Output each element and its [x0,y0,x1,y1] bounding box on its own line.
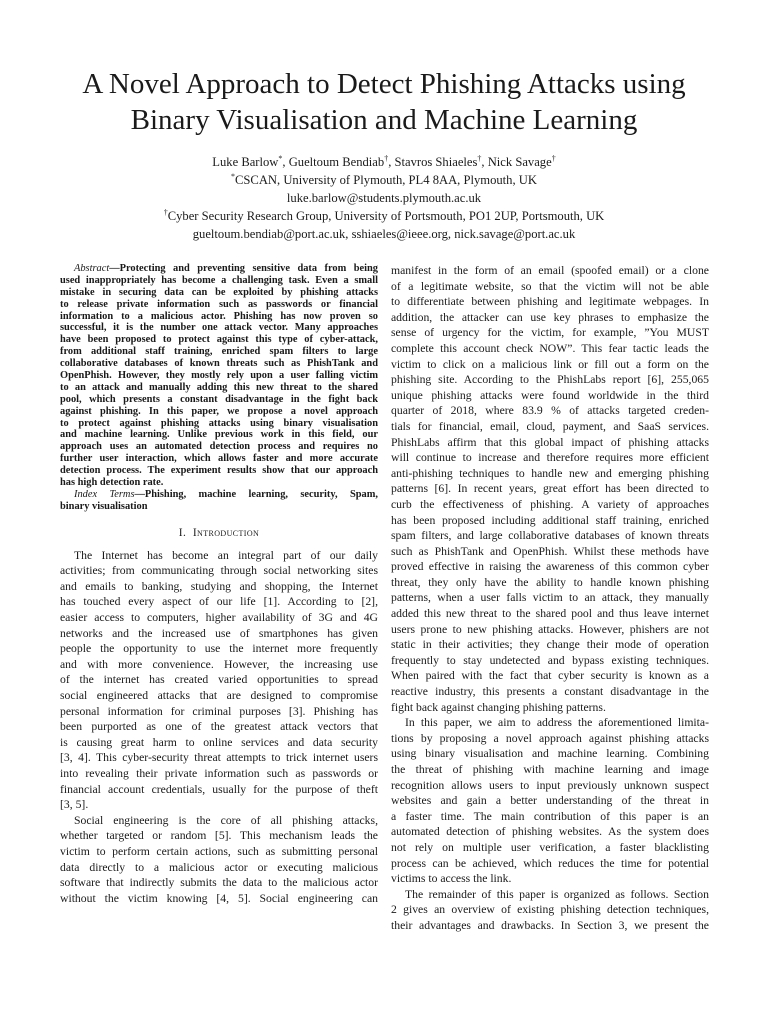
abstract-line [60,263,378,275]
text-line: The remainder of this paper is organized as follows. Section [405,887,709,901]
abstract-line: against phishing. In this paper, we propose a novel approach [60,405,378,417]
text-line: frequently to stay undetected and bypass existing techniques. [391,653,709,667]
text-line: their advantages and drawbacks. In Section 3, we present the [391,918,709,932]
section-heading-introduction: I. Introduction [178,526,260,539]
text-line: The Internet has become an integral part of our daily [74,548,378,562]
email-2: gueltoum.bendiab@port.ac.uk, sshiaeles@ieee.org, nick.savage@port.ac.uk [192,227,576,241]
text-line: phishing site. According to the PhishLabs report [6], 255,065 [391,373,709,387]
text-line: patterns [6]. In recent years, great effort has been directed to [391,482,709,496]
text-line: process can be achieved, which reduces the time for potential [391,856,709,870]
text-line: fight back against changing phishing patterns. [391,700,606,714]
text-line: such as PhishTank and OpenPhish. Whilst these methods have [391,544,709,558]
text-line: networks and the increased use of smartphones has given [60,626,378,640]
text-line: into revealing their private information such as passwords or [60,767,378,781]
abstract-line: pool, which presents a constant disadvantage in the fight back [60,393,378,405]
abstract-line: used inappropriately has become a challenging task. Even a small [60,274,378,286]
text-line: victim to perform certain actions, such as submitting personal [60,844,378,858]
text-line: tials for financial, email, cloud, payment, and SaaS services. [391,419,709,433]
abstract-line: has high detection rate. [60,477,164,489]
text-line: websites and gain a better understanding of the threat in [391,794,709,808]
email-1: luke.barlow@students.plymouth.ac.uk [286,191,482,205]
paper-title [30,66,738,138]
author-block [40,153,728,243]
text-line: to differentiate between phishing and legitimate webpages. In [391,295,709,309]
text-line: has been proposed including additional staff training, enriched [391,513,709,527]
abstract-line: OpenPhish. However, they mostly rely upon a user falling victim [60,370,378,382]
text-line: using binary visualisation and machine learning. Combining [391,747,709,761]
text-line: without the victim knowing [4, 5]. Social engineering can [60,891,378,905]
index-terms-line [60,489,378,501]
intro-paragraph-2 [60,813,378,907]
author-names: Luke Barlow*, Gueltoum Bendiab†, Stavros Shiaeles†, Nick Savage† [212,153,556,169]
text-line: manifest in the form of an email (spoofed email) or a clone [391,264,709,277]
text-line: victims to access the link. [391,872,512,886]
text-line: victim to click on a malicious link or fill out a form on the [391,357,709,371]
abstract-line: detection process. The experiment results show that our approach [60,465,378,477]
text-line: threat, they only have the ability to handle known phishing [391,575,709,589]
text-line: and with more convenience. However, the increasing use [60,657,378,671]
abstract [60,263,378,513]
text-line: users prone to new phishing attacks. However, phishers are not [391,622,709,636]
affiliation-2: †Cyber Security Research Group, University of Portsmouth, PO1 2UP, Portsmouth, UK [163,207,605,223]
text-line: Social engineering is the core of all phishing attacks, [74,813,378,827]
text-line: recognition allows users to input previously unknown suspect [391,778,709,792]
abstract-line: and machine learning. Unlike previous work in this field, our [60,429,378,441]
abstract-line: have been proposed to protect against this type of cyber-attack, [60,334,378,346]
right-paragraph-3 [391,887,709,934]
affiliation-1: *CSCAN, University of Plymouth, PL4 8AA, Plymouth, UK [231,171,537,187]
abstract-line: successful, it is the number one attack vector. Many approaches [60,322,378,334]
abstract-line: further user interaction, which allows faster and more accurate [60,453,378,465]
abstract-line: mistake in securing data can be exploited by phishing attacks [60,286,378,298]
text-line: people the opportunity to use the internet more frequently [60,642,378,656]
text-line: a faster time. The main contribution of this paper is an [391,809,709,823]
text-line: PhishLabs affirm that this global impact of phishing attacks [391,435,709,449]
title-line-2: Binary Visualisation and Machine Learning [130,104,638,136]
text-line: [3, 4]. This cyber-security threat attempts to trick internet users [60,751,378,765]
text-line: complete this account check NOW”. This fear tactic leads the [391,341,709,355]
abstract-line: approach uses an automated detection process and requires no [60,441,378,453]
text-line: patterns, when a user falls victim to an attack, they manually [391,591,709,605]
text-line: and emails to banking, studying and shopping, the Internet [60,579,378,593]
text-line: anti-phishing techniques to handle new and emerging phishing [391,466,709,480]
text-line: added this new threat to the shared pool and thus leave internet [391,607,709,621]
intro-paragraph-1 [60,548,378,813]
text-line: curb the effectiveness of phishing. A variety of approaches [391,497,709,511]
text-line: static in their activities; they change their mode of operation [391,638,709,652]
text-line: sense of urgency for the victim, for example, ”You MUST [391,326,709,340]
text-line: spam filters, and large collaborative databases of known threats [391,529,709,543]
text-line: financial account credentials, usually for the purpose of theft [60,782,378,796]
right-column [391,263,709,934]
index-terms-line: binary visualisation [60,500,148,512]
text-line: of a legitimate website, so that the victim will not be able [391,279,709,293]
text-line: unique phishing attacks were found worldwide in the third [391,388,709,402]
text-line: whether targeted or random [5]. This mechanism leads the [60,829,378,843]
text-line: has touched every aspect of our life [1]. According to [2], [60,595,378,609]
text-line: of the internet has created varied opportunities to spread [60,673,378,687]
index-terms-text: —Phishing, machine learning, security, Spam, [134,488,378,500]
text-line: 2 gives an overview of existing phishing detection techniques, [391,903,709,917]
text-line: [3, 5]. [60,798,89,812]
text-line: will continue to increase and therefore requires more efficient [391,451,709,465]
text-line: reactive industry, this presents a constant disadvantage in the [391,685,709,699]
abstract-text: —Protecting and preventing sensitive data from being [109,263,378,274]
text-line: social engineered attacks that are designed to compromise [60,689,378,703]
text-line: personal information for criminal purposes [3]. Phishing has [60,704,378,718]
right-paragraph-1 [391,263,709,715]
abstract-line: collaborative databases of known threats such as PhishTank and [60,358,378,370]
left-column [60,263,378,906]
text-line: automated detection of phishing websites. As the system does [391,825,709,839]
index-terms-label: Index Terms [74,488,135,500]
text-line: When paired with the fact that cyber security is known as a [391,669,709,683]
text-line: been purported as one of the greatest attack vectors that [60,720,378,734]
abstract-line: to an attack and manually adding this new threat to the shared [60,381,378,393]
text-line: proved effective in raising the awareness of this common cyber [391,560,709,574]
text-line: software that indirectly submits the data to the malicious actor [60,876,378,890]
text-line: data directly to a malicious actor or executing malicious [60,860,378,874]
text-line: easier access to computers, higher availability of 3G and 4G [60,611,378,625]
text-line: tions by proposing a novel approach against phishing attacks [391,731,709,745]
right-paragraph-2 [391,715,709,887]
text-line: addition, the attacker can use key phrases to emphasize the [391,310,709,324]
text-line: In this paper, we aim to address the aforementioned limita- [405,716,709,730]
abstract-line: to protect against phishing attacks using binary visualisation [60,417,378,429]
abstract-line: to release private information such as passwords or financial [60,298,378,310]
text-line: not rely on multiple user verification, a faster blacklisting [391,840,709,854]
text-line: is causing great harm to online services and data security [60,735,378,749]
abstract-line: from additional staff training, enriched spam filters to large [60,346,378,358]
text-line: activities; from communicating through social networking sites [60,564,378,578]
abstract-label: Abstract [74,263,110,274]
text-line: quarter of 2018, where 83.9 % of attacks targeted creden- [391,404,709,418]
title-line-1: A Novel Approach to Detect Phishing Attacks using [82,68,686,100]
abstract-line: information to a malicious actor. Phishing has now proven so [60,310,378,322]
text-line: the threat of phishing with machine learning and image [391,763,709,776]
